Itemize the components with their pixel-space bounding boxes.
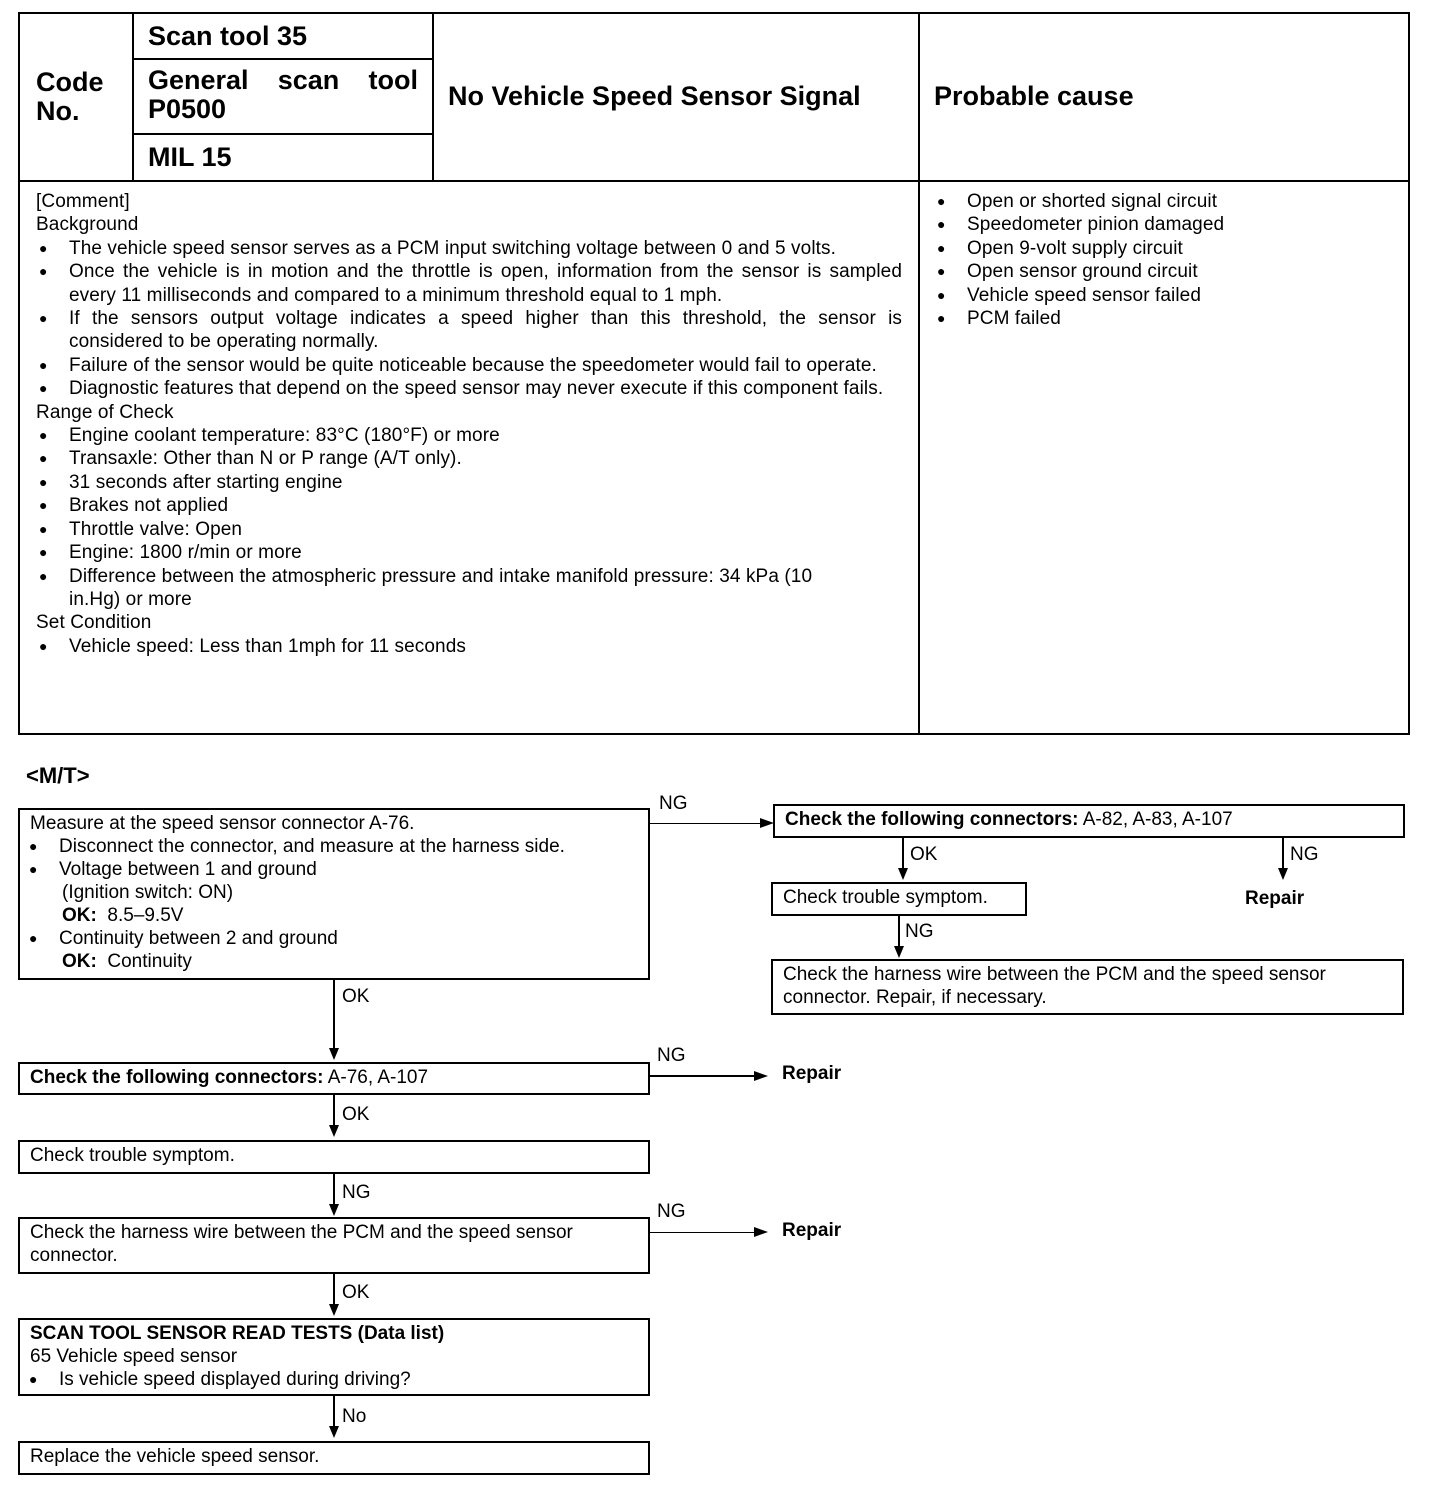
right-check-label: Check the following connectors: xyxy=(785,809,1079,830)
right-ok-connector xyxy=(902,838,904,868)
step4-ng-connector xyxy=(650,1232,758,1233)
arrow-down-icon xyxy=(329,1304,339,1316)
ok-label: OK: xyxy=(62,905,97,926)
probable-cause-item: ● Vehicle speed sensor failed xyxy=(934,284,1392,307)
step5-item: ● Is vehicle speed displayed during driving? xyxy=(26,1368,638,1391)
code-no-cell xyxy=(20,14,134,182)
step3-symptom-text: Check trouble symptom. xyxy=(30,1145,235,1166)
right-harness-text: Check the harness wire between the PCM and the speed sensor connector. Repair, if necessary. xyxy=(783,964,1326,1008)
probable-cause-item: ● Speedometer pinion damaged xyxy=(934,213,1392,236)
probable-cause-item: ● Open sensor ground circuit xyxy=(934,260,1392,283)
right-ng-connector xyxy=(1282,838,1284,868)
arrow-down-icon xyxy=(329,1125,339,1137)
arrow-down-icon xyxy=(329,1204,339,1216)
section-label-mt: <M/T> xyxy=(26,763,90,788)
background-item: ● Once the vehicle is in motion and the throttle is open, information from the sensor is sampled every 11 milliseconds and compared to a minimum threshold equal to 1 mph. xyxy=(36,260,902,307)
step2-ng-connector xyxy=(650,1075,758,1077)
range-item: ● Difference between the atmospheric pressure and intake manifold pressure: 34 kPa (10 in.Hg) or more xyxy=(36,565,829,612)
background-item: ● Diagnostic features that depend on the speed sensor may never execute if this component fails. xyxy=(36,377,902,400)
mil-cell xyxy=(134,135,434,182)
right-harness-box xyxy=(771,959,1404,1015)
step1-ng-label: NG xyxy=(659,793,688,814)
background-label: Background xyxy=(36,214,139,236)
background-item: ● Failure of the sensor would be quite noticeable because the speedometer would fail to operate. xyxy=(36,354,902,377)
range-list xyxy=(36,424,902,611)
step5-no-connector xyxy=(333,1396,335,1426)
probable-cause-item: ● Open or shorted signal circuit xyxy=(934,190,1392,213)
background-item: ● The vehicle speed sensor serves as a PCM input switching voltage between 0 and 5 volts. xyxy=(36,237,902,260)
step2-check-connectors-box xyxy=(18,1062,650,1095)
probable-cause-item: ● Open 9-volt supply circuit xyxy=(934,237,1392,260)
step2-ng-label: NG xyxy=(657,1045,686,1066)
arrow-down-icon xyxy=(1278,868,1288,880)
arrow-right-icon xyxy=(754,1227,768,1237)
right-ng-label: NG xyxy=(1290,844,1319,865)
probable-cause-list xyxy=(934,190,1392,330)
step1-ignition: (Ignition switch: ON) xyxy=(62,882,234,903)
ok-value: Continuity xyxy=(107,951,192,972)
background-item: ● If the sensors output voltage indicates a speed higher than this threshold, the sensor is considered to be operating normally. xyxy=(36,307,902,354)
set-condition-label: Set Condition xyxy=(36,612,152,634)
arrow-down-icon xyxy=(898,868,908,880)
right-symptom-ng-label: NG xyxy=(905,921,934,942)
step1-measure-box xyxy=(18,808,650,980)
range-item: ● Brakes not applied xyxy=(36,494,902,517)
step1-ng-connector xyxy=(650,823,762,824)
right-check-connectors-box xyxy=(773,804,1405,838)
range-item: ● Engine coolant temperature: 83°C (180°F) or more xyxy=(36,424,902,447)
step1-list-2 xyxy=(26,927,638,950)
step5-scan-tool-box xyxy=(18,1318,650,1396)
range-item: ● Transaxle: Other than N or P range (A/T only). xyxy=(36,447,902,470)
step3-symptom-box xyxy=(18,1140,650,1174)
step1-list xyxy=(26,835,638,881)
right-repair-label: Repair xyxy=(1245,888,1305,909)
right-check-value: A-82, A-83, A-107 xyxy=(1078,809,1233,830)
step1-ok-connector xyxy=(333,980,335,1048)
step4-ok-connector xyxy=(333,1274,335,1304)
step4-harness-text: Check the harness wire between the PCM and the speed sensor connector. xyxy=(30,1222,573,1266)
step1-item: ● Voltage between 1 and ground xyxy=(26,858,638,881)
background-list xyxy=(36,237,902,401)
step1-ok-label: OK xyxy=(342,986,370,1007)
arrow-right-icon xyxy=(754,1071,768,1081)
probable-cause-label: Probable cause xyxy=(934,81,1134,111)
set-condition-list xyxy=(36,635,902,658)
arrow-right-icon xyxy=(760,818,774,828)
step3-ng-label: NG xyxy=(342,1182,371,1203)
step1-item: ● Continuity between 2 and ground xyxy=(26,927,638,950)
scan-tool-cell xyxy=(134,14,434,60)
step2-ok-label: OK xyxy=(342,1104,370,1125)
comment-label: [Comment] xyxy=(36,191,130,212)
right-symptom-box xyxy=(771,882,1027,916)
step1-item: ● Disconnect the connector, and measure at the harness side. xyxy=(26,835,638,858)
step5-list xyxy=(26,1368,638,1391)
title-cell xyxy=(434,14,920,182)
general-scan-tool-code: General scan tool P0500 xyxy=(148,65,418,124)
step4-repair-label: Repair xyxy=(782,1220,842,1241)
arrow-down-icon xyxy=(329,1426,339,1438)
probable-cause-header-cell xyxy=(920,14,1408,182)
range-item: ● Throttle valve: Open xyxy=(36,518,902,541)
ok-label: OK: xyxy=(62,951,97,972)
step1-title: Measure at the speed sensor connector A-76. xyxy=(30,813,415,834)
step4-ng-label: NG xyxy=(657,1201,686,1222)
step5-line: 65 Vehicle speed sensor xyxy=(30,1346,238,1367)
general-scan-tool-cell xyxy=(134,60,434,135)
step6-replace-text: Replace the vehicle speed sensor. xyxy=(30,1446,320,1467)
probable-cause-cell xyxy=(920,182,1408,733)
step5-title: SCAN TOOL SENSOR READ TESTS (Data list) xyxy=(30,1323,445,1344)
step2-check-label: Check the following connectors: xyxy=(30,1067,324,1088)
step2-repair-label: Repair xyxy=(782,1063,842,1084)
right-ok-label: OK xyxy=(910,844,938,865)
step2-ok-connector xyxy=(333,1095,335,1125)
comment-cell xyxy=(20,182,920,733)
range-item: ● Engine: 1800 r/min or more xyxy=(36,541,902,564)
set-condition-item: ● Vehicle speed: Less than 1mph for 11 seconds xyxy=(36,635,902,658)
step4-harness-box xyxy=(18,1217,650,1274)
dtc-title: No Vehicle Speed Sensor Signal xyxy=(448,81,861,111)
step2-check-value: A-76, A-107 xyxy=(323,1067,429,1088)
range-item: ● 31 seconds after starting engine xyxy=(36,471,902,494)
mil-code: MIL 15 xyxy=(148,142,232,172)
right-symptom-text: Check trouble symptom. xyxy=(783,887,988,908)
right-symptom-ng-connector xyxy=(898,916,900,946)
step6-replace-box xyxy=(18,1441,650,1475)
step4-ok-label: OK xyxy=(342,1282,370,1303)
step5-no-label: No xyxy=(342,1406,367,1427)
scan-tool-code: Scan tool 35 xyxy=(148,21,308,51)
arrow-down-icon xyxy=(894,946,904,958)
arrow-down-icon xyxy=(329,1048,339,1060)
step3-ng-connector xyxy=(333,1174,335,1204)
code-no-label: Code No. xyxy=(36,67,104,126)
step1-ok1 xyxy=(29,904,638,927)
probable-cause-item: ● PCM failed xyxy=(934,307,1392,330)
range-of-check-label: Range of Check xyxy=(36,401,174,423)
dtc-table xyxy=(18,12,1410,735)
ok-value: 8.5–9.5V xyxy=(107,905,184,926)
step1-ok2 xyxy=(29,950,638,973)
